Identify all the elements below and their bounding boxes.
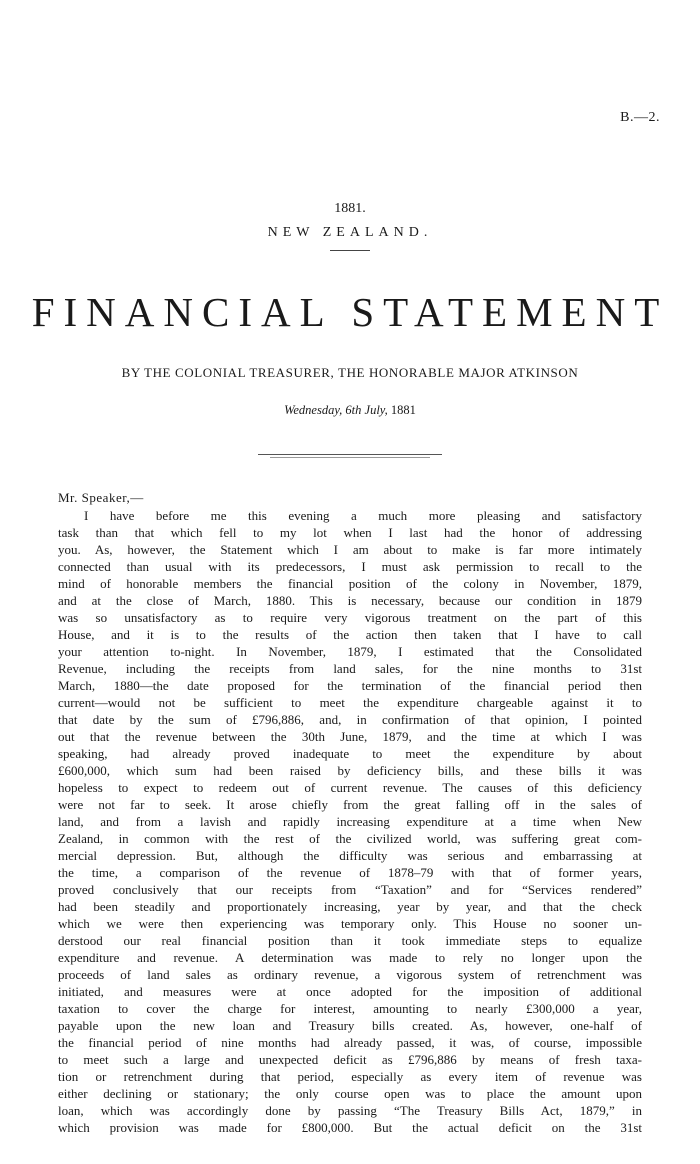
body-line: and at the close of March, 1880. This is necessary, because our condition in 1879 — [58, 593, 642, 608]
statement-date — [0, 403, 700, 418]
body-line: that date by the sum of £796,886, and, in confirmation of that opinion, I pointed — [58, 712, 642, 727]
body-line: I have before me this evening a much more pleasing and satisfactory — [84, 508, 642, 523]
header-divider — [330, 250, 370, 251]
body-line: were not far to seek. It arose chiefly from the great falling off in the sales of — [58, 797, 642, 812]
body-line: initiated, and measures were at once adopted for the imposition of additional — [58, 984, 642, 999]
byline: BY THE COLONIAL TREASURER, THE HONORABLE MAJOR ATKINSON — [121, 365, 579, 380]
body-line: taxation to cover the charge for interest, amounting to nearly £300,000 a year, — [58, 1001, 642, 1016]
body-line: House, and it is to the results of the action then taken that I have to call — [58, 627, 642, 642]
body-line: the time, a comparison of the revenue of 1878–79 with that of former years, — [58, 865, 642, 880]
body-line: speaking, had already proved inadequate to meet the expenditure by about — [58, 746, 642, 761]
body-line: expenditure and revenue. A determination was made to rely no longer upon the — [58, 950, 642, 965]
body-line: which provision was made for £800,000. But the actual deficit on the 31st — [58, 1120, 642, 1135]
body-line: had been steadily and proportionately increasing, year by year, and that the check — [58, 899, 642, 914]
statement-date-day: Wednesday, 6th July, — [284, 403, 388, 417]
body-line: current—would not be sufficient to meet the expenditure chargeable against it to — [58, 695, 642, 710]
statement-body — [58, 507, 642, 1136]
body-line: tion or retrenchment during that period, especially as every item of revenue was — [58, 1069, 642, 1084]
document-title: FINANCIAL STATEMENT — [31, 289, 669, 335]
header-year: 1881. — [334, 201, 366, 216]
salutation: Mr. Speaker,— — [58, 490, 144, 505]
body-line: connected than usual with its predecessors, I must ask permission to recall to the — [58, 559, 642, 574]
body-line: Revenue, including the receipts from land sales, for the nine months to 31st — [58, 661, 642, 676]
body-line: derstood our real financial position than it took immediate steps to equalize — [58, 933, 642, 948]
body-line: was so unsatisfactory as to require very vigorous treatment on the part of this — [58, 610, 642, 625]
header-country: NEW ZEALAND. — [267, 225, 433, 240]
body-line: £600,000, which sum had been raised by deficiency bills, and these bills it was — [58, 763, 642, 778]
body-line: mind of honorable members the financial position of the colony in November, 1879, — [58, 576, 642, 591]
body-line: proved conclusively that our receipts from “Taxation” and for “Services rendered” — [58, 882, 642, 897]
page-reference: B.—2. — [620, 110, 660, 125]
body-line: task than that which fell to my lot when I last had the honor of addressing — [58, 525, 642, 540]
statement-date-year: 1881 — [390, 403, 416, 417]
section-divider — [258, 454, 442, 455]
body-line: to meet such a large and unexpected deficit as £796,886 by means of fresh taxa- — [58, 1052, 642, 1067]
body-line: Zealand, in common with the rest of the civilized world, was suffering great com- — [58, 831, 642, 846]
body-line: mercial depression. But, although the difficulty was serious and embarrassing at — [58, 848, 642, 863]
body-line: out that the revenue between the 30th June, 1879, and the time at which I was — [58, 729, 642, 744]
body-line: proceeds of land sales as ordinary revenue, a vigorous system of retrenchment was — [58, 967, 642, 982]
body-line: which we were then experiencing was temporary only. This House no sooner un- — [58, 916, 642, 931]
body-line: the financial period of nine months had already passed, it was, of course, impossible — [58, 1035, 642, 1050]
section-divider-secondary — [270, 457, 430, 458]
body-line: March, 1880—the date proposed for the termination of the financial period then — [58, 678, 642, 693]
body-line: payable upon the new loan and Treasury bills created. As, however, one-half of — [58, 1018, 642, 1033]
body-line: your attention to-night. In November, 1879, I estimated that the Consolidated — [58, 644, 642, 659]
body-line: you. As, however, the Statement which I am about to make is far more intimately — [58, 542, 642, 557]
body-line: either declining or stationary; the only course open was to place the amount upon — [58, 1086, 642, 1101]
body-line: land, and from a lavish and rapidly increasing expenditure at a time when New — [58, 814, 642, 829]
body-line: loan, which was accordingly done by passing “The Treasury Bills Act, 1879,” in — [58, 1103, 642, 1118]
body-line: hopeless to expect to redeem out of current revenue. The causes of this deficiency — [58, 780, 642, 795]
